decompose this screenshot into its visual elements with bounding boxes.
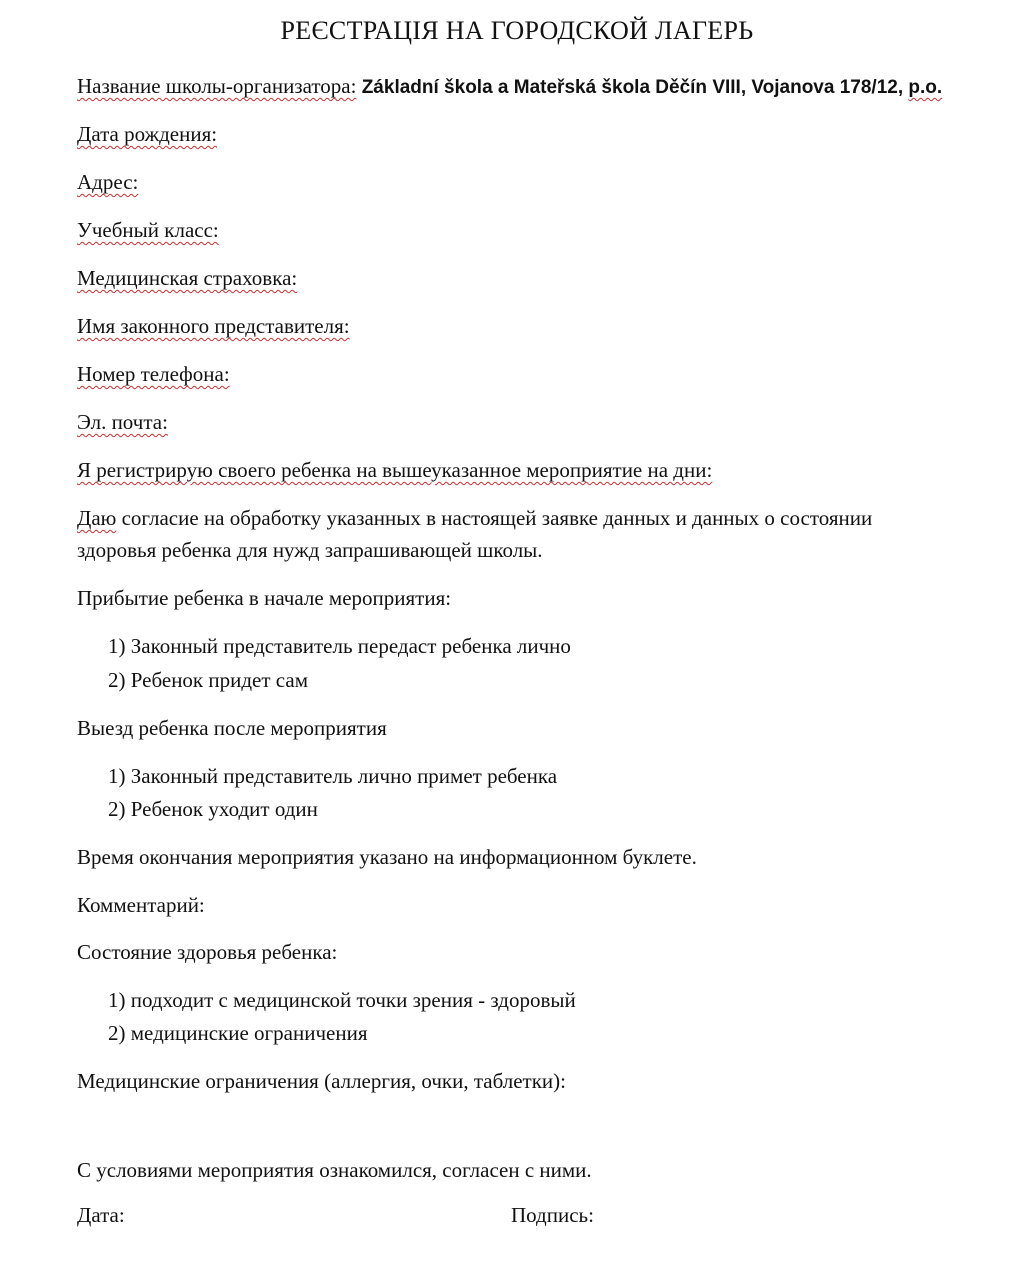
end-time-note: Время окончания мероприятия указано на информационном буклете. (77, 845, 697, 869)
health-option-2: 2) медицинские ограничения (108, 1021, 368, 1045)
departure-heading: Выезд ребенка после мероприятия (77, 716, 387, 740)
address-label: Адрес: (77, 170, 139, 194)
departure-option-1: 1) Законный представитель лично примет ребенка (108, 764, 558, 788)
arrival-option-1: 1) Законный представитель передаст ребенка лично (108, 634, 571, 658)
guardian-name-label: Имя законного представителя: (77, 314, 350, 338)
school-value: Základní škola a Mateřská škola Děčín VIII, Vojanova 178/12, (361, 77, 909, 98)
page-title: РЕЄСТРАЦІЯ НА ГОРОДСКОЙ ЛАГЕРЬ (280, 16, 754, 45)
consent-line-2: здоровья ребенка для нужд запрашивающей школы. (77, 538, 543, 562)
signature-label: Подпись: (511, 1203, 594, 1227)
phone-label: Номер телефона: (77, 362, 230, 386)
consent-line-1-rest: согласие на обработку указанных в настоящей заявке данных и данных о состоянии (116, 506, 873, 530)
insurance-label: Медицинская страховка: (77, 266, 298, 290)
registration-statement: Я регистрирую своего ребенка на вышеуказанное мероприятие на дни: (77, 458, 713, 482)
arrival-option-2: 2) Ребенок придет сам (108, 668, 308, 692)
arrival-heading: Прибытие ребенка в начале мероприятия: (77, 586, 452, 610)
email-label: Эл. почта: (77, 410, 168, 434)
medical-restrictions-label: Медицинские ограничения (аллергия, очки, таблетки): (77, 1069, 566, 1093)
health-heading: Состояние здоровья ребенка: (77, 940, 338, 964)
school-label: Название школы-организатора: (77, 74, 357, 98)
school-value-suffix: p.o. (908, 77, 943, 98)
comment-label: Комментарий: (77, 893, 205, 917)
date-label: Дата: (77, 1203, 125, 1227)
grade-label: Учебный класс: (77, 218, 219, 242)
agreement-statement: С условиями мероприятия ознакомился, согласен с ними. (77, 1158, 592, 1182)
departure-option-2: 2) Ребенок уходит один (108, 797, 318, 821)
birth-date-label: Дата рождения: (77, 122, 218, 146)
consent-first-word: Даю (77, 506, 117, 530)
health-option-1: 1) подходит с медицинской точки зрения - здоровый (108, 988, 576, 1012)
consent-line-1 (77, 506, 872, 531)
school-field (77, 74, 942, 99)
